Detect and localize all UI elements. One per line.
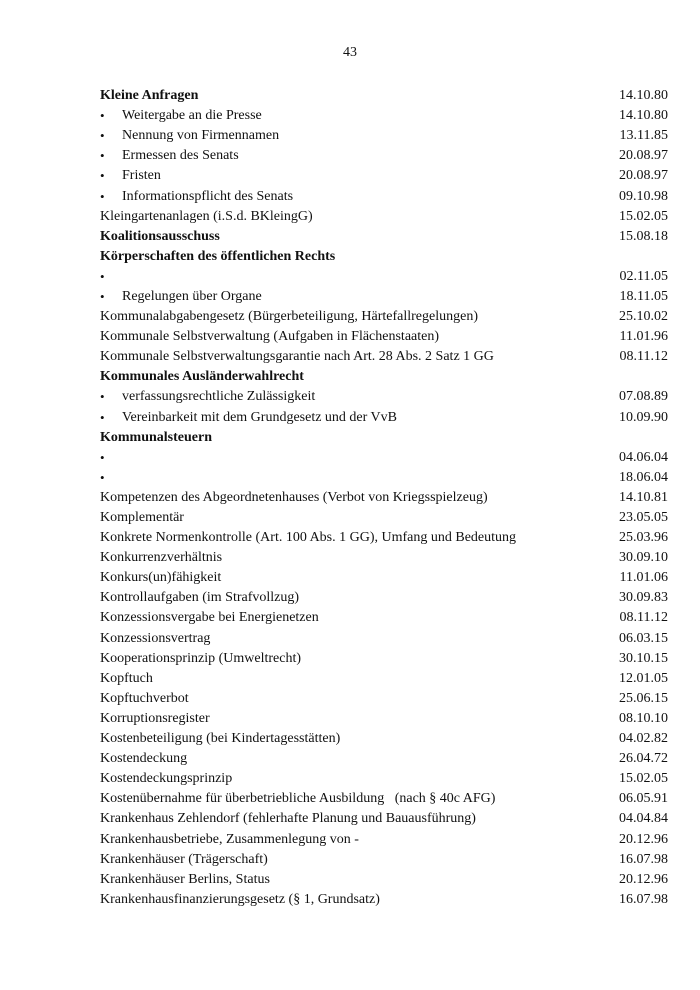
index-entry-text: Kostendeckungsprinzip bbox=[100, 771, 233, 787]
index-entry-text: Fristen bbox=[122, 168, 161, 184]
index-entry-text: Krankenhausfinanzierungsgesetz (§ 1, Grundsatz) bbox=[100, 891, 380, 907]
index-entry-date: 11.01.96 bbox=[619, 329, 668, 345]
bullet-icon: • bbox=[100, 469, 105, 485]
index-entry-row bbox=[100, 669, 668, 689]
index-entry-text: Konkrete Normenkontrolle (Art. 100 Abs. 1 GG), Umfang und Bedeutung bbox=[100, 530, 517, 546]
index-entry-date: 13.11.85 bbox=[619, 128, 668, 144]
index-entry-date: 08.11.12 bbox=[619, 610, 668, 626]
index-entry-text: Krankenhäuser (Trägerschaft) bbox=[100, 851, 268, 867]
index-entry-text: Kommunale Selbstverwaltungsgarantie nach Art. 28 Abs. 2 Satz 1 GG bbox=[100, 349, 494, 365]
index-entry-text: Kostenübernahme für überbetriebliche Ausbildung (nach § 40c AFG) bbox=[100, 791, 496, 807]
index-entry-date: 20.08.97 bbox=[619, 168, 668, 184]
index-entry-date: 25.03.96 bbox=[619, 530, 668, 546]
index-entry-row bbox=[100, 890, 668, 910]
index-entry-date: 23.05.05 bbox=[619, 510, 668, 526]
index-entry-text: Informationspflicht des Senats bbox=[122, 188, 294, 204]
index-entry-row bbox=[100, 769, 668, 789]
index-entry-date: 25.10.02 bbox=[619, 309, 668, 325]
index-entry-date: 04.06.04 bbox=[619, 449, 668, 465]
index-entry-text: Kostenbeteiligung (bei Kindertagesstätten) bbox=[100, 731, 341, 747]
index-entry-date: 30.09.10 bbox=[619, 550, 668, 566]
index-entry-text: Nennung von Firmennamen bbox=[122, 128, 280, 144]
index-entry-row bbox=[100, 327, 668, 347]
index-entry-row bbox=[100, 548, 668, 568]
index-entry-date: 20.08.97 bbox=[619, 148, 668, 164]
index-entry-date: 18.06.04 bbox=[619, 469, 668, 485]
index-entry-row bbox=[100, 789, 668, 809]
index-entry-date: 06.03.15 bbox=[619, 630, 668, 646]
index-heading-row bbox=[100, 367, 668, 387]
index-entry-text: Kostendeckung bbox=[100, 751, 188, 767]
bullet-icon: • bbox=[100, 389, 105, 405]
index-entry-row bbox=[100, 829, 668, 849]
index-entry-text: Vereinbarkeit mit dem Grundgesetz und der VvB bbox=[122, 409, 398, 425]
index-entry-date: 04.04.84 bbox=[619, 811, 668, 827]
bullet-icon: • bbox=[100, 108, 105, 124]
index-entry-text: Konkurs(un)fähigkeit bbox=[100, 570, 222, 586]
bullet-icon: • bbox=[100, 409, 105, 425]
index-subentry-row bbox=[100, 468, 668, 488]
index-subentry-row bbox=[100, 186, 668, 206]
index-entry-row bbox=[100, 850, 668, 870]
bullet-icon: • bbox=[100, 148, 105, 164]
index-entry-row bbox=[100, 809, 668, 829]
index-entry-text: Weitergabe an die Presse bbox=[122, 108, 262, 124]
bullet-icon: • bbox=[100, 449, 105, 465]
index-entry-text: Konzessionsvertrag bbox=[100, 630, 211, 646]
index-entry-text: Krankenhaus Zehlendorf (fehlerhafte Planung und Bauausführung) bbox=[100, 811, 476, 827]
index-entry-date: 09.10.98 bbox=[619, 188, 668, 204]
index-entry-text: Krankenhausbetriebe, Zusammenlegung von - bbox=[100, 831, 359, 847]
index-entry-text: Kopftuchverbot bbox=[100, 690, 189, 706]
index-subentry-row bbox=[100, 387, 668, 407]
index-entry-date: 25.06.15 bbox=[619, 690, 668, 706]
index-heading-text: Kommunalsteuern bbox=[100, 429, 212, 445]
index-entry-text: Kopftuch bbox=[100, 670, 153, 686]
index-subentry-row bbox=[100, 448, 668, 468]
index-subentry-row bbox=[100, 146, 668, 166]
index-list bbox=[100, 86, 668, 910]
index-entry-row bbox=[100, 307, 668, 327]
index-entry-date: 16.07.98 bbox=[619, 891, 668, 907]
index-entry-date: 30.09.83 bbox=[619, 590, 668, 606]
index-entry-date: 12.01.05 bbox=[619, 670, 668, 686]
index-heading-text: Kommunales Ausländerwahlrecht bbox=[100, 369, 304, 385]
index-entry-row bbox=[100, 608, 668, 628]
index-heading-text: Körperschaften des öffentlichen Rechts bbox=[100, 248, 336, 264]
index-entry-row bbox=[100, 629, 668, 649]
index-entry-date: 11.01.06 bbox=[619, 570, 668, 586]
index-entry-text: Krankenhäuser Berlins, Status bbox=[100, 871, 270, 887]
index-entry-text: Kommunale Selbstverwaltung (Aufgaben in Flächenstaaten) bbox=[100, 329, 440, 345]
index-entry-row bbox=[100, 528, 668, 548]
index-entry-row bbox=[100, 649, 668, 669]
index-entry-row bbox=[100, 709, 668, 729]
bullet-icon: • bbox=[100, 288, 105, 304]
index-entry-text: Kleingartenanlagen (i.S.d. BKleingG) bbox=[100, 208, 313, 224]
index-heading-row bbox=[100, 247, 668, 267]
index-entry-text: Komplementär bbox=[100, 510, 184, 526]
index-subentry-row bbox=[100, 287, 668, 307]
index-entry-date: 18.11.05 bbox=[619, 288, 668, 304]
index-entry-row bbox=[100, 588, 668, 608]
index-entry-date: 08.10.10 bbox=[619, 710, 668, 726]
index-subentry-row bbox=[100, 166, 668, 186]
index-entry-date: 15.02.05 bbox=[619, 771, 668, 787]
bullet-icon: • bbox=[100, 268, 105, 284]
index-entry-date: 10.09.90 bbox=[619, 409, 668, 425]
index-heading-text: Kleine Anfragen bbox=[100, 88, 199, 104]
index-entry-date: 26.04.72 bbox=[619, 751, 668, 767]
index-heading-row bbox=[100, 428, 668, 448]
index-heading-row bbox=[100, 227, 668, 247]
index-entry-date: 30.10.15 bbox=[619, 650, 668, 666]
index-entry-date: 02.11.05 bbox=[619, 268, 668, 284]
index-subentry-row bbox=[100, 408, 668, 428]
index-entry-text: verfassungsrechtliche Zulässigkeit bbox=[122, 389, 316, 405]
bullet-icon: • bbox=[100, 168, 105, 184]
index-entry-row bbox=[100, 749, 668, 769]
index-entry-date: 06.05.91 bbox=[619, 791, 668, 807]
index-subentry-row bbox=[100, 106, 668, 126]
index-entry-date: 08.11.12 bbox=[619, 349, 668, 365]
index-entry-row bbox=[100, 870, 668, 890]
index-entry-date: 15.02.05 bbox=[619, 208, 668, 224]
index-entry-row bbox=[100, 508, 668, 528]
index-entry-date: 07.08.89 bbox=[619, 389, 668, 405]
index-heading-row bbox=[100, 86, 668, 106]
index-entry-text: Korruptionsregister bbox=[100, 710, 210, 726]
index-entry-date: 14.10.81 bbox=[619, 489, 668, 505]
index-entry-text: Konkurrenzverhältnis bbox=[100, 550, 223, 566]
bullet-icon: • bbox=[100, 188, 105, 204]
index-heading-text: Koalitionsausschuss bbox=[100, 228, 220, 244]
index-entry-row bbox=[100, 729, 668, 749]
index-entry-text: Kompetenzen des Abgeordnetenhauses (Verbot von Kriegsspielzeug) bbox=[100, 489, 488, 505]
index-entry-date: 14.10.80 bbox=[619, 108, 668, 124]
index-entry-row bbox=[100, 568, 668, 588]
index-entry-text: Konzessionsvergabe bei Energienetzen bbox=[100, 610, 319, 626]
index-subentry-row bbox=[100, 267, 668, 287]
page-number: 43 bbox=[343, 45, 357, 60]
index-entry-text: Regelungen über Organe bbox=[122, 288, 262, 304]
index-entry-date: 20.12.96 bbox=[619, 871, 668, 887]
index-entry-row bbox=[100, 488, 668, 508]
index-entry-text: Kooperationsprinzip (Umweltrecht) bbox=[100, 650, 301, 666]
index-entry-row bbox=[100, 207, 668, 227]
index-entry-text: Kommunalabgabengesetz (Bürgerbeteiligung, Härtefallregelungen) bbox=[100, 309, 478, 325]
index-entry-date: 14.10.80 bbox=[619, 88, 668, 104]
index-entry-date: 16.07.98 bbox=[619, 851, 668, 867]
index-entry-date: 04.02.82 bbox=[619, 731, 668, 747]
index-subentry-row bbox=[100, 126, 668, 146]
bullet-icon: • bbox=[100, 128, 105, 144]
index-entry-text: Kontrollaufgaben (im Strafvollzug) bbox=[100, 590, 300, 606]
index-entry-date: 20.12.96 bbox=[619, 831, 668, 847]
index-entry-date: 15.08.18 bbox=[619, 228, 668, 244]
index-entry-row bbox=[100, 347, 668, 367]
index-entry-row bbox=[100, 689, 668, 709]
index-entry-text: Ermessen des Senats bbox=[122, 148, 239, 164]
